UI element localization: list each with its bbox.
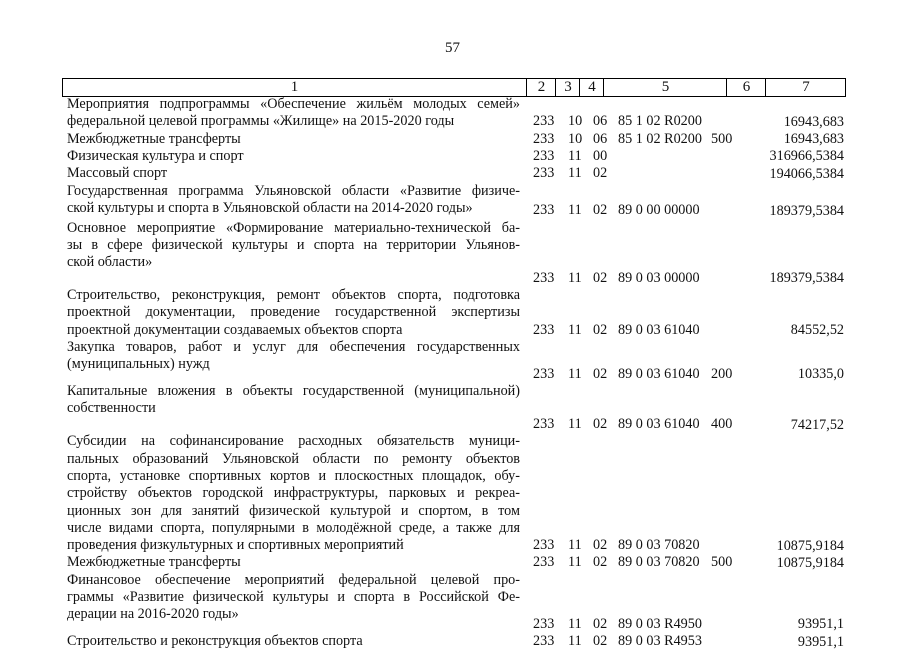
row-description-line: дерации на 2016-2020 годы» [67,606,239,623]
cell-c4: 00 [593,147,608,164]
cell-amount: 16943,683 [783,131,844,148]
header-col-5: 5 [603,79,727,96]
cell-amount: 10875,9184 [776,554,844,571]
cell-c6: 500 [711,554,733,571]
cell-amount: 189379,5384 [769,202,844,219]
cell-c2: 233 [533,416,555,433]
cell-c2: 233 [533,554,555,571]
cell-amount: 10875,9184 [776,537,844,554]
row-description-line: Закупка товаров, работ и услуг для обеспечения государственных [67,339,520,356]
cell-amount: 316966,5384 [769,148,844,165]
cell-amount: 194066,5384 [769,165,844,182]
cell-c4: 02 [593,554,608,571]
cell-amount: 84552,52 [790,322,844,339]
row-description-line: Основное мероприятие «Формирование материально-технической ба- [67,219,520,236]
cell-c4: 02 [593,633,608,650]
row-description-line: Строительство, реконструкция, ремонт объектов спорта, подготовка [67,287,520,304]
row-description-line: Строительство и реконструкция объектов спорта [67,633,363,650]
row-description-line: Мероприятия подпрограммы «Обеспечение жильём молодых семей» [67,96,520,112]
cell-c3: 11 [568,537,582,554]
row-description-line: пальных образований Ульяновской области по ремонту объектов [67,450,520,467]
cell-amount: 16943,683 [783,113,844,130]
cell-c3: 11 [568,365,582,382]
cell-c3: 11 [568,202,582,219]
cell-c4: 02 [593,615,608,632]
cell-c4: 02 [593,202,608,219]
cell-c2: 233 [533,202,555,219]
header-col-2: 2 [526,79,556,96]
row-description-line: ской культуры и спорта в Ульяновской области на 2014-2020 годы» [67,199,473,216]
row-description-line: Капитальные вложения в объекты государственной (муниципальной) [67,383,520,400]
cell-c5: 89 0 03 R4950 [618,615,702,632]
cell-c5: 89 0 03 70820 [618,537,700,554]
cell-c2: 233 [533,113,555,130]
cell-c3: 11 [568,165,582,182]
cell-c2: 233 [533,365,555,382]
cell-amount: 74217,52 [790,416,844,433]
cell-c4: 02 [593,537,608,554]
cell-c4: 02 [593,365,608,382]
cell-amount: 10335,0 [797,366,844,383]
cell-c2: 233 [533,147,555,164]
row-description-line: Межбюджетные трансферты [67,554,241,571]
row-description-line: Финансовое обеспечение мероприятий федеральной целевой про- [67,571,520,588]
cell-c5: 89 0 03 00000 [618,269,700,286]
cell-c5: 89 0 03 61040 [618,365,700,382]
cell-amount: 93951,1 [797,633,844,650]
cell-c5: 85 1 02 R0200 [618,113,702,130]
cell-c2: 233 [533,633,555,650]
cell-c3: 11 [568,554,582,571]
cell-c5: 89 0 03 R4953 [618,633,702,650]
cell-c5: 89 0 00 00000 [618,202,700,219]
row-description-line: Субсидии на софинансирование расходных обязательств муници- [67,433,520,450]
row-description-line: зы в сфере физической культуры и спорта на территории Ульянов- [67,236,520,253]
cell-c6: 400 [711,416,733,433]
cell-c3: 11 [568,269,582,286]
row-description-line: проектной документации создаваемых объектов спорта [67,321,403,338]
row-description-line: проведения физкультурных и спортивных мероприятий [67,537,404,554]
row-description-line: стройству объектов городской инфраструктуры, парковых и рекреа- [67,485,520,502]
cell-c3: 11 [568,416,582,433]
cell-c2: 233 [533,615,555,632]
cell-c4: 02 [593,416,608,433]
header-col-1: 1 [290,79,299,95]
row-description-line: собственности [67,400,156,417]
cell-c3: 11 [568,633,582,650]
cell-c6: 200 [711,365,733,382]
row-description-line: проектной документации, проведение государственной экспертизы [67,304,520,321]
cell-c5: 89 0 03 70820 [618,554,700,571]
cell-c2: 233 [533,537,555,554]
cell-c3: 11 [568,147,582,164]
header-col-6: 6 [726,79,766,96]
cell-c5: 85 1 02 R0200 [618,130,702,147]
cell-c4: 06 [593,130,608,147]
row-description-line: Государственная программа Ульяновской области «Развитие физиче- [67,182,520,199]
cell-c2: 233 [533,130,555,147]
cell-c6: 500 [711,130,733,147]
row-description-line: числе видами спорта, популярными в молодёжной среде, а также для [67,519,520,536]
cell-c4: 02 [593,321,608,338]
cell-amount: 189379,5384 [769,270,844,287]
cell-amount: 93951,1 [797,616,844,633]
cell-c2: 233 [533,269,555,286]
cell-c4: 02 [593,165,608,182]
row-description-line: спорта, установке спортивных кортов и плоскостных площадок, обу- [67,467,520,484]
header-col-3: 3 [555,79,580,96]
cell-c5: 89 0 03 61040 [618,321,700,338]
row-description-line: (муниципальных) нужд [67,356,210,373]
cell-c3: 11 [568,615,582,632]
table-header [62,78,846,97]
row-description-line: Межбюджетные трансферты [67,130,241,147]
page-number: 57 [445,40,460,56]
cell-c2: 233 [533,165,555,182]
row-description-line: федеральной целевой программы «Жилище» на 2015-2020 годы [67,113,455,130]
row-description-line: ской области» [67,254,153,271]
cell-c3: 10 [568,130,583,147]
cell-c5: 89 0 03 61040 [618,416,700,433]
cell-c3: 11 [568,321,582,338]
cell-c4: 06 [593,113,608,130]
header-col-4: 4 [579,79,604,96]
cell-c3: 10 [568,113,583,130]
row-description-line: ционных зон для занятий физической культурой и спортом, в том [67,502,520,519]
row-description-line: Физическая культура и спорт [67,147,244,164]
cell-c2: 233 [533,321,555,338]
row-description-line: Массовый спорт [67,165,168,182]
row-description-line: граммы «Развитие физической культуры и спорта в Российской Фе- [67,589,520,606]
header-col-7: 7 [765,79,846,96]
cell-c4: 02 [593,269,608,286]
